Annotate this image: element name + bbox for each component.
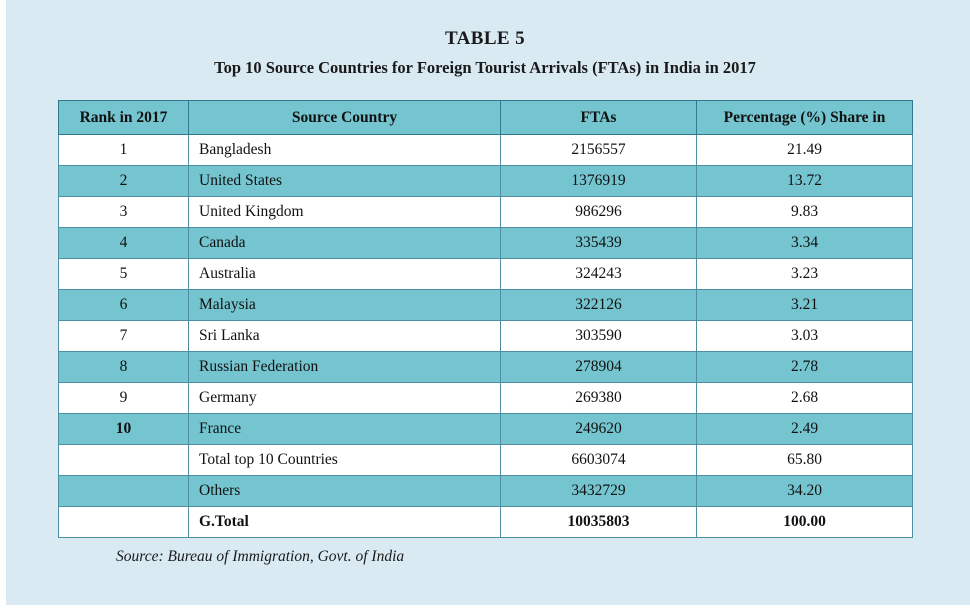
cell-ftas: 249620	[501, 414, 697, 445]
table-caption: Top 10 Source Countries for Foreign Tourist Arrivals (FTAs) in India in 2017	[214, 58, 756, 77]
cell-country: United States	[189, 166, 501, 197]
cell-rank: 1	[59, 135, 189, 166]
cell-share: 3.21	[697, 290, 913, 321]
cell-share: 3.03	[697, 321, 913, 352]
cell-ftas: 322126	[501, 290, 697, 321]
cell-country: Others	[189, 476, 501, 507]
cell-country: France	[189, 414, 501, 445]
cell-country: Canada	[189, 228, 501, 259]
column-header-share: Percentage (%) Share in	[697, 101, 913, 135]
cell-ftas: 2156557	[501, 135, 697, 166]
table-title-block	[58, 28, 912, 78]
table-header	[59, 101, 913, 135]
table-row	[59, 259, 913, 290]
cell-rank: 5	[59, 259, 189, 290]
cell-ftas: 324243	[501, 259, 697, 290]
table-row	[59, 290, 913, 321]
column-header-rank: Rank in 2017	[59, 101, 189, 135]
cell-ftas: 278904	[501, 352, 697, 383]
table-row	[59, 228, 913, 259]
cell-share: 9.83	[697, 197, 913, 228]
cell-share: 3.23	[697, 259, 913, 290]
cell-rank	[59, 445, 189, 476]
cell-rank: 3	[59, 197, 189, 228]
cell-country: Bangladesh	[189, 135, 501, 166]
cell-country: Total top 10 Countries	[189, 445, 501, 476]
cell-share: 65.80	[697, 445, 913, 476]
cell-country: G.Total	[189, 507, 501, 538]
cell-ftas: 986296	[501, 197, 697, 228]
cell-country: Russian Federation	[189, 352, 501, 383]
cell-country: United Kingdom	[189, 197, 501, 228]
table-number-title: TABLE 5	[444, 28, 526, 49]
cell-share: 21.49	[697, 135, 913, 166]
table-row-total-top10	[59, 445, 913, 476]
cell-rank: 8	[59, 352, 189, 383]
table-source-note: Source: Bureau of Immigration, Govt. of India	[116, 548, 405, 565]
cell-ftas: 335439	[501, 228, 697, 259]
cell-country: Australia	[189, 259, 501, 290]
cell-rank	[59, 507, 189, 538]
cell-ftas: 10035803	[501, 507, 697, 538]
cell-rank	[59, 476, 189, 507]
cell-rank: 6	[59, 290, 189, 321]
cell-ftas: 303590	[501, 321, 697, 352]
column-header-ftas: FTAs	[501, 101, 697, 135]
cell-share: 2.68	[697, 383, 913, 414]
column-header-country: Source Country	[189, 101, 501, 135]
cell-ftas: 1376919	[501, 166, 697, 197]
cell-rank: 2	[59, 166, 189, 197]
cell-ftas: 3432729	[501, 476, 697, 507]
cell-share: 2.78	[697, 352, 913, 383]
table-row-others	[59, 476, 913, 507]
cell-country: Germany	[189, 383, 501, 414]
cell-rank: 7	[59, 321, 189, 352]
cell-ftas: 269380	[501, 383, 697, 414]
table-row	[59, 383, 913, 414]
cell-country: Malaysia	[189, 290, 501, 321]
table-row	[59, 197, 913, 228]
cell-share: 34.20	[697, 476, 913, 507]
table-row	[59, 166, 913, 197]
table-row	[59, 321, 913, 352]
page-left-margin	[0, 0, 6, 609]
table-row	[59, 414, 913, 445]
table-row	[59, 135, 913, 166]
table-row-grand-total	[59, 507, 913, 538]
cell-rank: 9	[59, 383, 189, 414]
fta-table	[58, 100, 913, 538]
cell-rank: 4	[59, 228, 189, 259]
page-bottom-margin	[0, 605, 970, 609]
table-row	[59, 352, 913, 383]
table-body	[59, 135, 913, 538]
cell-rank: 10	[59, 414, 189, 445]
table-header-row	[59, 101, 913, 135]
cell-country: Sri Lanka	[189, 321, 501, 352]
cell-share: 2.49	[697, 414, 913, 445]
cell-share: 3.34	[697, 228, 913, 259]
cell-share: 100.00	[697, 507, 913, 538]
cell-ftas: 6603074	[501, 445, 697, 476]
cell-share: 13.72	[697, 166, 913, 197]
